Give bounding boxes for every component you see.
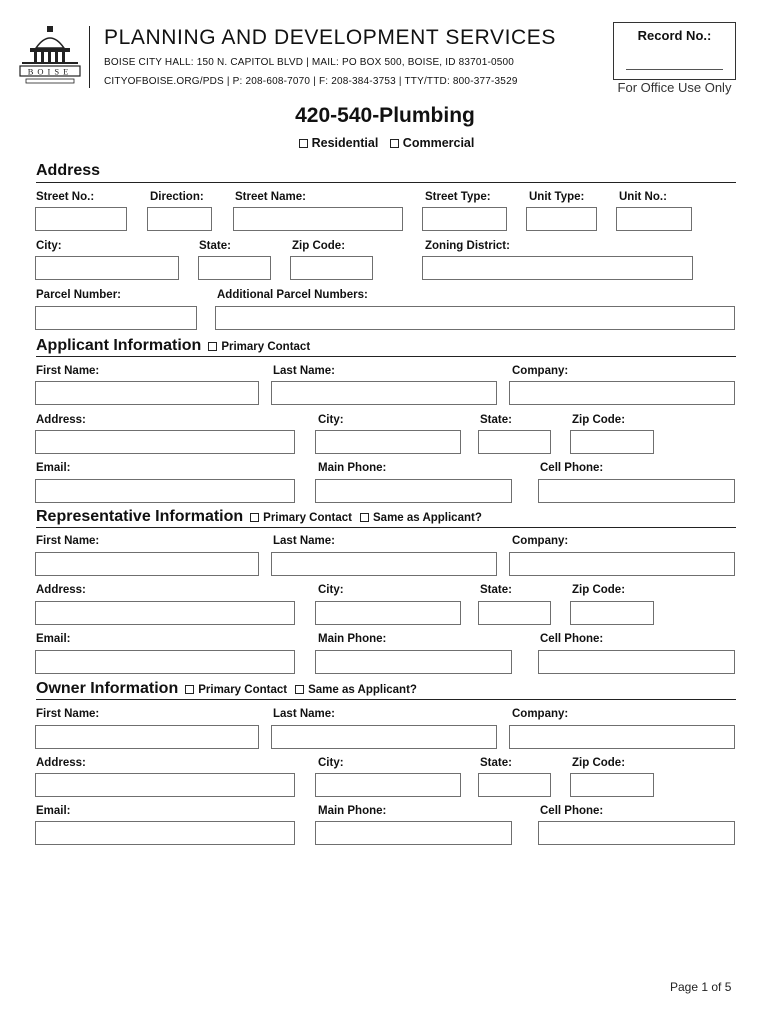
representative-same-checkbox[interactable] xyxy=(360,513,369,522)
applicant-heading-text: Applicant Information xyxy=(36,337,202,354)
rep-cell-phone-field[interactable] xyxy=(538,650,735,674)
office-use-label: For Office Use Only xyxy=(617,80,732,95)
owner-email-field[interactable] xyxy=(35,821,295,845)
owner-company-label: Company: xyxy=(512,708,569,720)
street-name-label: Street Name: xyxy=(235,191,306,203)
rep-zip-field[interactable] xyxy=(570,601,654,625)
rep-last-name-field[interactable] xyxy=(271,552,497,576)
owner-main-phone-field[interactable] xyxy=(315,821,512,845)
applicant-email-field[interactable] xyxy=(35,479,295,503)
unit-type-field[interactable] xyxy=(526,207,597,231)
rep-address-label: Address: xyxy=(36,584,86,596)
representative-heading-text: Representative Information xyxy=(36,508,244,525)
owner-divider xyxy=(36,699,736,700)
city-label: City: xyxy=(36,240,62,252)
representative-heading xyxy=(36,508,482,526)
applicant-first-name-field[interactable] xyxy=(35,381,259,405)
parcel-number-label: Parcel Number: xyxy=(36,289,122,301)
rep-email-field[interactable] xyxy=(35,650,295,674)
street-no-field[interactable] xyxy=(35,207,127,231)
owner-last-name-field[interactable] xyxy=(271,725,497,749)
owner-heading-text: Owner Information xyxy=(36,680,179,697)
commercial-label: Commercial xyxy=(402,136,475,150)
state-label: State: xyxy=(199,240,231,252)
rep-state-field[interactable] xyxy=(478,601,551,625)
rep-main-phone-field[interactable] xyxy=(315,650,512,674)
owner-first-name-label: First Name: xyxy=(36,708,100,720)
applicant-cell-phone-field[interactable] xyxy=(538,479,735,503)
street-no-label: Street No.: xyxy=(36,191,95,203)
rep-city-field[interactable] xyxy=(315,601,461,625)
address-divider xyxy=(36,182,736,183)
owner-heading xyxy=(36,680,417,698)
owner-primary-checkbox[interactable] xyxy=(185,685,194,694)
applicant-main-phone-label: Main Phone: xyxy=(318,462,387,474)
representative-same-label: Same as Applicant? xyxy=(373,512,482,524)
applicant-primary-label: Primary Contact xyxy=(221,341,311,353)
representative-divider xyxy=(36,527,736,528)
commercial-checkbox[interactable] xyxy=(390,139,399,148)
rep-address-field[interactable] xyxy=(35,601,295,625)
applicant-primary-checkbox[interactable] xyxy=(208,342,217,351)
owner-zip-field[interactable] xyxy=(570,773,654,797)
applicant-city-field[interactable] xyxy=(315,430,461,454)
zip-label: Zip Code: xyxy=(292,240,346,252)
rep-first-name-label: First Name: xyxy=(36,535,100,547)
owner-last-name-label: Last Name: xyxy=(273,708,335,720)
street-type-label: Street Type: xyxy=(425,191,491,203)
applicant-zip-label: Zip Code: xyxy=(572,414,626,426)
zoning-field[interactable] xyxy=(422,256,693,280)
zoning-label: Zoning District: xyxy=(425,240,510,252)
rep-last-name-label: Last Name: xyxy=(273,535,335,547)
applicant-last-name-label: Last Name: xyxy=(273,365,335,377)
owner-company-field[interactable] xyxy=(509,725,735,749)
owner-address-label: Address: xyxy=(36,757,86,769)
applicant-cell-phone-label: Cell Phone: xyxy=(540,462,604,474)
applicant-address-label: Address: xyxy=(36,414,86,426)
unit-no-label: Unit No.: xyxy=(619,191,667,203)
residential-checkbox[interactable] xyxy=(299,139,308,148)
applicant-divider xyxy=(36,356,736,357)
residential-label: Residential xyxy=(311,136,379,150)
permit-type-options xyxy=(0,136,770,150)
rep-main-phone-label: Main Phone: xyxy=(318,633,387,645)
street-name-field[interactable] xyxy=(233,207,403,231)
owner-email-label: Email: xyxy=(36,805,71,817)
additional-parcels-field[interactable] xyxy=(215,306,735,330)
page-number: Page 1 of 5 xyxy=(670,980,732,994)
owner-first-name-field[interactable] xyxy=(35,725,259,749)
boise-city-hall-seal-icon xyxy=(18,24,82,86)
record-number-box xyxy=(613,22,736,80)
org-title: PLANNING AND DEVELOPMENT SERVICES xyxy=(104,26,556,49)
owner-cell-phone-field[interactable] xyxy=(538,821,735,845)
owner-state-label: State: xyxy=(480,757,512,769)
unit-no-field[interactable] xyxy=(616,207,692,231)
owner-address-field[interactable] xyxy=(35,773,295,797)
applicant-address-field[interactable] xyxy=(35,430,295,454)
owner-primary-label: Primary Contact xyxy=(198,684,288,696)
applicant-state-field[interactable] xyxy=(478,430,551,454)
rep-zip-label: Zip Code: xyxy=(572,584,626,596)
owner-cell-phone-label: Cell Phone: xyxy=(540,805,604,817)
rep-city-label: City: xyxy=(318,584,344,596)
state-field[interactable] xyxy=(198,256,271,280)
record-number-line[interactable] xyxy=(626,69,723,70)
logo-text: BOISE xyxy=(27,66,73,77)
owner-same-checkbox[interactable] xyxy=(295,685,304,694)
representative-primary-checkbox[interactable] xyxy=(250,513,259,522)
additional-parcels-label: Additional Parcel Numbers: xyxy=(217,289,368,301)
record-label: Record No.: xyxy=(637,28,712,43)
unit-type-label: Unit Type: xyxy=(529,191,585,203)
applicant-main-phone-field[interactable] xyxy=(315,479,512,503)
city-field[interactable] xyxy=(35,256,179,280)
form-title: 420-540-Plumbing xyxy=(295,104,475,127)
applicant-state-label: State: xyxy=(480,414,512,426)
rep-company-label: Company: xyxy=(512,535,569,547)
owner-city-label: City: xyxy=(318,757,344,769)
applicant-zip-field[interactable] xyxy=(570,430,654,454)
owner-state-field[interactable] xyxy=(478,773,551,797)
owner-city-field[interactable] xyxy=(315,773,461,797)
representative-primary-label: Primary Contact xyxy=(263,512,352,524)
direction-field[interactable] xyxy=(147,207,212,231)
rep-company-field[interactable] xyxy=(509,552,735,576)
rep-cell-phone-label: Cell Phone: xyxy=(540,633,604,645)
applicant-last-name-field[interactable] xyxy=(271,381,497,405)
zip-field[interactable] xyxy=(290,256,373,280)
org-contact-line: CITYOFBOISE.ORG/PDS | P: 208-608-7070 | F: 208-384-3753 | TTY/TTD: 800-377-3529 xyxy=(104,76,518,87)
direction-label: Direction: xyxy=(150,191,204,203)
applicant-company-field[interactable] xyxy=(509,381,735,405)
rep-state-label: State: xyxy=(480,584,512,596)
owner-main-phone-label: Main Phone: xyxy=(318,805,387,817)
owner-same-label: Same as Applicant? xyxy=(308,684,417,696)
rep-first-name-field[interactable] xyxy=(35,552,259,576)
parcel-number-field[interactable] xyxy=(35,306,197,330)
applicant-first-name-label: First Name: xyxy=(36,365,100,377)
applicant-email-label: Email: xyxy=(36,462,71,474)
address-heading: Address xyxy=(36,162,101,179)
applicant-heading xyxy=(36,337,310,355)
applicant-city-label: City: xyxy=(318,414,344,426)
owner-zip-label: Zip Code: xyxy=(572,757,626,769)
applicant-company-label: Company: xyxy=(512,365,569,377)
header-divider xyxy=(89,26,90,88)
rep-email-label: Email: xyxy=(36,633,71,645)
org-address-line: BOISE CITY HALL: 150 N. CAPITOL BLVD | MAIL: PO BOX 500, BOISE, ID 83701-0500 xyxy=(104,57,515,68)
street-type-field[interactable] xyxy=(422,207,507,231)
